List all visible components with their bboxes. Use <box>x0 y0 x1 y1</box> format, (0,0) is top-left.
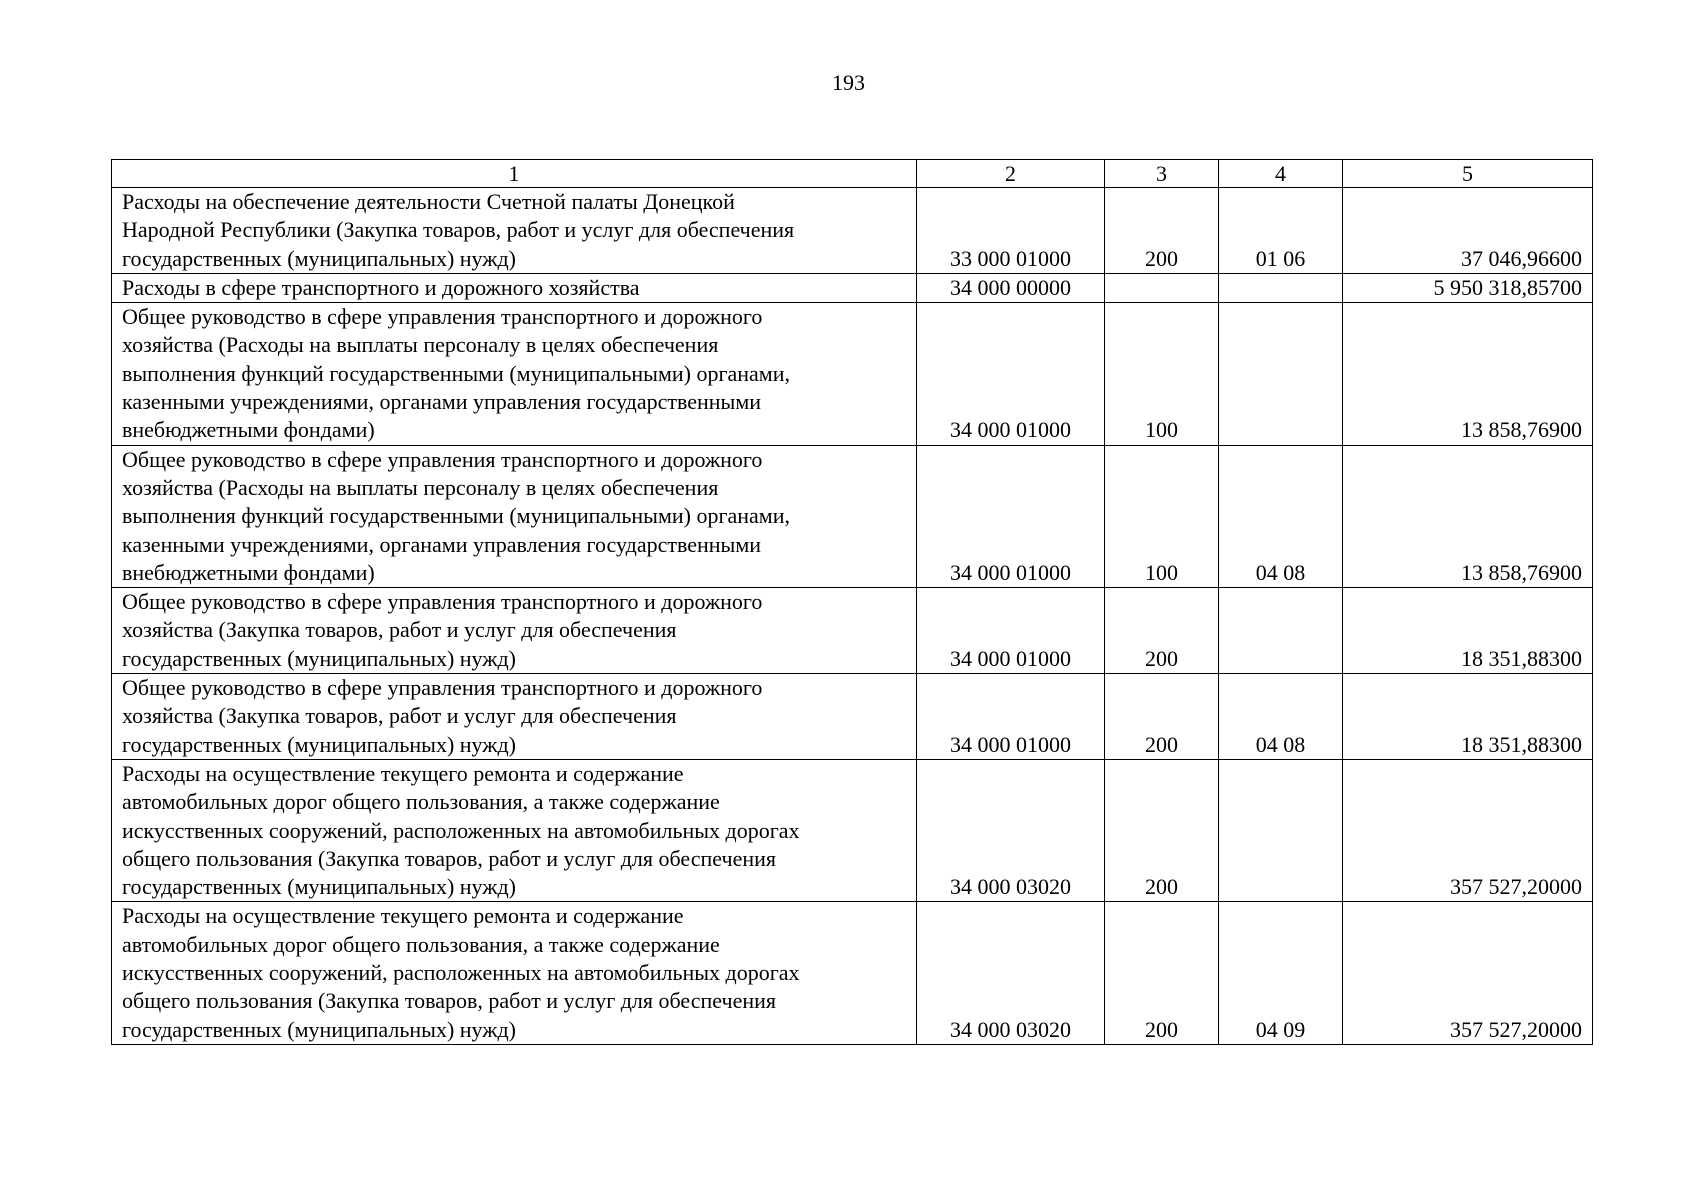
expense-type-code: 200 <box>1105 759 1219 901</box>
description-line: хозяйства (Закупка товаров, работ и услуг для обеспечения <box>122 703 677 729</box>
budget-table <box>111 159 1593 1045</box>
column-header-5: 5 <box>1343 160 1593 188</box>
row-description <box>112 273 917 302</box>
expense-type-code <box>1105 273 1219 302</box>
table-row <box>112 445 1593 587</box>
description-line: государственных (муниципальных) нужд) <box>122 1016 516 1042</box>
target-article-code: 34 000 01000 <box>917 303 1105 445</box>
header-row <box>112 160 1593 188</box>
description-line: хозяйства (Расходы на выплаты персоналу в целях обеспечения <box>122 474 719 500</box>
column-header-3: 3 <box>1105 160 1219 188</box>
description-line: выполнения функций государственными (муниципальными) органами, <box>122 360 791 386</box>
amount-value: 37 046,96600 <box>1343 188 1593 274</box>
section-subsection-code: 04 08 <box>1219 674 1343 760</box>
target-article-code: 34 000 00000 <box>917 273 1105 302</box>
description-line: хозяйства (Расходы на выплаты персоналу в целях обеспечения <box>122 332 719 358</box>
row-description <box>112 902 917 1044</box>
table-row <box>112 674 1593 760</box>
amount-value: 18 351,88300 <box>1343 674 1593 760</box>
description-line: казенными учреждениями, органами управления государственными <box>122 389 762 415</box>
expense-type-code: 200 <box>1105 674 1219 760</box>
description-line: автомобильных дорог общего пользования, а также содержание <box>122 931 720 957</box>
description-line: выполнения функций государственными (муниципальными) органами, <box>122 503 791 529</box>
column-header-2: 2 <box>917 160 1105 188</box>
section-subsection-code: 01 06 <box>1219 188 1343 274</box>
target-article-code: 34 000 01000 <box>917 674 1105 760</box>
amount-value: 5 950 318,85700 <box>1343 273 1593 302</box>
target-article-code: 34 000 01000 <box>917 588 1105 674</box>
target-article-code: 34 000 01000 <box>917 445 1105 587</box>
description-line: Расходы на осуществление текущего ремонта и содержание <box>122 760 684 786</box>
description-line: внебюджетными фондами) <box>122 417 375 443</box>
description-line: Расходы в сфере транспортного и дорожного хозяйства <box>122 274 640 300</box>
table-row <box>112 902 1593 1044</box>
amount-value: 13 858,76900 <box>1343 303 1593 445</box>
description-line: государственных (муниципальных) нужд) <box>122 731 516 757</box>
description-line: Расходы на обеспечение деятельности Счетной палаты Донецкой <box>122 189 735 214</box>
page-number: 193 <box>832 70 865 95</box>
column-header-1: 1 <box>112 160 917 188</box>
description-line: казенными учреждениями, органами управления государственными <box>122 531 762 557</box>
description-line: Общее руководство в сфере управления транспортного и дорожного <box>122 304 763 330</box>
description-line: искусственных сооружений, расположенных на автомобильных дорогах <box>122 960 800 986</box>
expense-type-code: 200 <box>1105 902 1219 1044</box>
amount-value: 13 858,76900 <box>1343 445 1593 587</box>
section-subsection-code <box>1219 588 1343 674</box>
description-line: Общее руководство в сфере управления транспортного и дорожного <box>122 589 763 615</box>
target-article-code: 34 000 03020 <box>917 902 1105 1044</box>
table-row <box>112 759 1593 901</box>
description-line: Общее руководство в сфере управления транспортного и дорожного <box>122 675 763 701</box>
description-line: Народной Республики (Закупка товаров, работ и услуг для обеспечения <box>122 217 795 243</box>
section-subsection-code <box>1219 303 1343 445</box>
description-line: автомобильных дорог общего пользования, а также содержание <box>122 789 720 815</box>
table-row <box>112 273 1593 302</box>
row-description <box>112 674 917 760</box>
description-line: хозяйства (Закупка товаров, работ и услуг для обеспечения <box>122 617 677 643</box>
description-line: Общее руководство в сфере управления транспортного и дорожного <box>122 446 763 472</box>
row-description <box>112 303 917 445</box>
description-line: государственных (муниципальных) нужд) <box>122 245 516 271</box>
amount-value: 357 527,20000 <box>1343 759 1593 901</box>
row-description <box>112 759 917 901</box>
target-article-code: 34 000 03020 <box>917 759 1105 901</box>
expense-type-code: 200 <box>1105 588 1219 674</box>
description-line: государственных (муниципальных) нужд) <box>122 874 516 900</box>
row-description <box>112 588 917 674</box>
table-row <box>112 188 1593 274</box>
row-description <box>112 445 917 587</box>
section-subsection-code: 04 09 <box>1219 902 1343 1044</box>
section-subsection-code: 04 08 <box>1219 445 1343 587</box>
expense-type-code: 200 <box>1105 188 1219 274</box>
expense-type-code: 100 <box>1105 445 1219 587</box>
table-header <box>112 160 1593 188</box>
amount-value: 18 351,88300 <box>1343 588 1593 674</box>
table-body <box>112 188 1593 1045</box>
description-line: Расходы на осуществление текущего ремонта и содержание <box>122 903 684 929</box>
amount-value: 357 527,20000 <box>1343 902 1593 1044</box>
description-line: искусственных сооружений, расположенных на автомобильных дорогах <box>122 817 800 843</box>
expense-type-code: 100 <box>1105 303 1219 445</box>
section-subsection-code <box>1219 273 1343 302</box>
description-line: государственных (муниципальных) нужд) <box>122 645 516 671</box>
column-header-4: 4 <box>1219 160 1343 188</box>
table-row <box>112 588 1593 674</box>
description-line: общего пользования (Закупка товаров, работ и услуг для обеспечения <box>122 988 776 1014</box>
table-row <box>112 303 1593 445</box>
row-description <box>112 188 917 274</box>
target-article-code: 33 000 01000 <box>917 188 1105 274</box>
section-subsection-code <box>1219 759 1343 901</box>
description-line: общего пользования (Закупка товаров, работ и услуг для обеспечения <box>122 845 776 871</box>
description-line: внебюджетными фондами) <box>122 559 375 585</box>
